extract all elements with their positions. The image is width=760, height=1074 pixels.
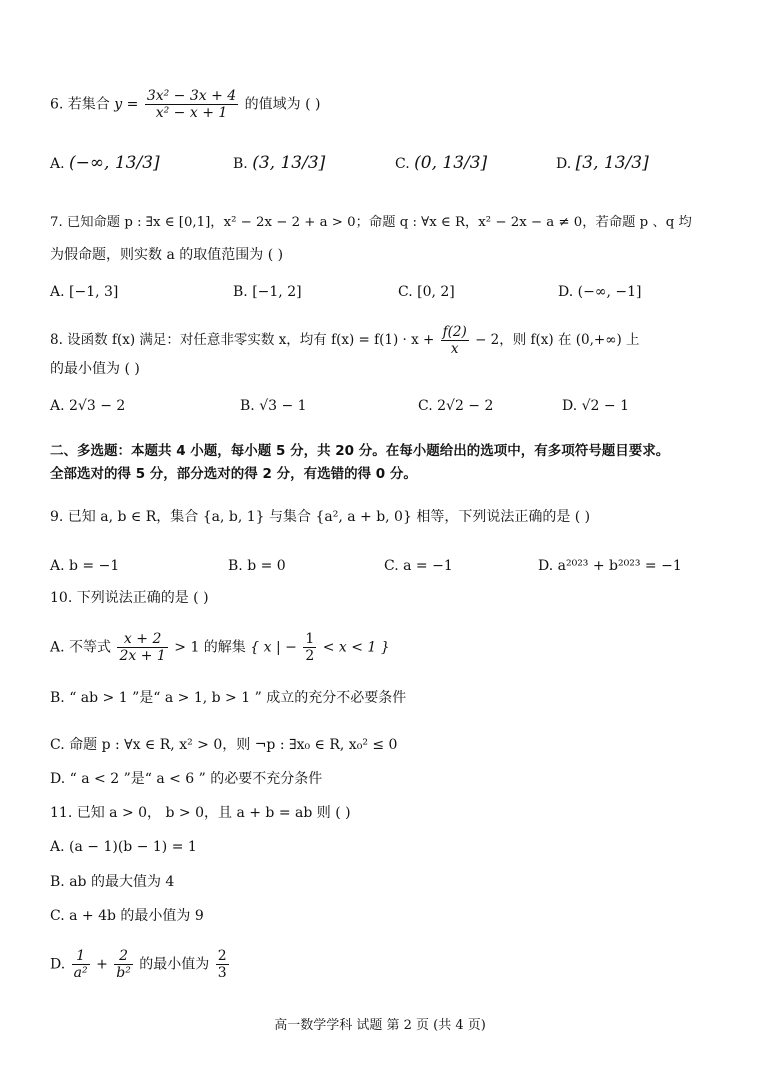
section2-line2: 全部选对的得 5 分，部分选对的得 2 分，有选错的得 0 分。 xyxy=(50,466,417,482)
q11-option-c[interactable]: C. a + 4b 的最小值为 9 xyxy=(50,908,204,924)
q11-d-frac2-den: b² xyxy=(116,965,131,981)
q9-option-b[interactable]: B. b = 0 xyxy=(228,558,286,574)
q6-d-value: [3, 13/3] xyxy=(575,153,649,173)
q6-y: y = xyxy=(114,96,139,113)
q6-c-label: C. xyxy=(395,156,410,172)
q6-b-label: B. xyxy=(233,156,248,172)
page-footer: 高一数学学科 试题 第 2 页 (共 4 页) xyxy=(274,1018,486,1033)
q7-option-b[interactable]: B. [−1, 2] xyxy=(233,284,302,300)
q11-d-frac3 xyxy=(216,948,229,981)
q11-d-frac1 xyxy=(72,948,90,981)
q6-fraction xyxy=(145,88,238,121)
q7-option-a[interactable]: A. [−1, 3] xyxy=(50,284,119,300)
q10-a-prefix: A. 不等式 xyxy=(50,639,112,656)
q9-option-a[interactable]: A. b = −1 xyxy=(50,558,120,574)
q6-option-b[interactable] xyxy=(233,153,325,174)
q10-a-set-open: { x | − xyxy=(250,639,297,656)
q10-option-d[interactable]: D. “ a < 2 ”是“ a < 6 ” 的必要不充分条件 xyxy=(50,771,323,787)
q8-numerator: f(2) xyxy=(442,324,467,340)
q11-d-mid: 的最小值为 xyxy=(139,956,210,973)
q6-stem xyxy=(50,88,320,121)
q10-option-a[interactable] xyxy=(50,631,390,664)
q7-option-c[interactable]: C. [0, 2] xyxy=(398,284,455,300)
q9-option-c[interactable]: C. a = −1 xyxy=(384,558,453,574)
q10-a-half-den: 2 xyxy=(305,648,315,664)
q8-option-c[interactable]: C. 2√2 − 2 xyxy=(418,398,494,414)
q8-prefix: 8. 设函数 f(x) 满足：对任意非零实数 x，均有 f(x) = f(1) · x + xyxy=(50,332,439,348)
q8-fraction xyxy=(441,324,469,357)
q10-a-fraction xyxy=(117,631,167,664)
q8-denominator: x xyxy=(450,341,459,357)
q11-d-frac2-num: 2 xyxy=(114,948,133,965)
q8-stem-line2: 的最小值为 ( ) xyxy=(50,361,140,377)
q11-stem: 11. 已知 a > 0， b > 0，且 a + b = ab 则 ( ) xyxy=(50,805,351,821)
q6-option-c[interactable] xyxy=(395,153,487,174)
q6-a-value: (−∞, 13/3] xyxy=(69,153,160,173)
q11-d-frac1-den: a² xyxy=(73,965,88,981)
q10-a-denominator: 2x + 1 xyxy=(119,648,166,664)
q10-a-half xyxy=(303,631,316,664)
q6-stem-prefix: 6. 若集合 xyxy=(50,96,115,113)
q6-option-a[interactable] xyxy=(50,153,160,174)
q9-option-d[interactable]: D. a²⁰²³ + b²⁰²³ = −1 xyxy=(538,558,682,574)
q11-option-d[interactable] xyxy=(50,948,231,981)
q8-stem-line1 xyxy=(50,324,640,357)
q7-stem-line2: 为假命题，则实数 a 的取值范围为 ( ) xyxy=(50,247,284,263)
q6-d-label: D. xyxy=(556,156,572,172)
q6-denominator: x² − x + 1 xyxy=(155,105,228,121)
q6-option-d[interactable] xyxy=(556,153,649,174)
q6-c-value: (0, 13/3] xyxy=(414,153,488,173)
q11-option-a[interactable]: A. (a − 1)(b − 1) = 1 xyxy=(50,839,197,855)
q6-a-label: A. xyxy=(50,156,65,172)
q8-option-d[interactable]: D. √2 − 1 xyxy=(562,398,629,414)
q9-stem: 9. 已知 a, b ∈ R，集合 {a, b, 1} 与集合 {a², a + b, 0} 相等，下列说法正确的是 ( ) xyxy=(50,509,591,525)
q10-a-mid: > 1 的解集 xyxy=(174,639,251,656)
q10-option-b[interactable]: B. “ ab > 1 ”是“ a > 1, b > 1 ” 成立的充分不必要条件 xyxy=(50,690,407,706)
q7-stem-line1: 7. 已知命题 p : ∃x ∈ [0,1]，x² − 2x − 2 + a > 0；命题 q : ∀x ∈ R，x² − 2x − a ≠ 0，若命题 p 、q 均 xyxy=(50,215,692,230)
q10-a-numerator: x + 2 xyxy=(117,631,167,648)
q11-d-prefix: D. xyxy=(50,956,66,973)
q11-d-frac2 xyxy=(114,948,133,981)
q11-d-frac3-den: 3 xyxy=(217,965,227,981)
q8-option-b[interactable]: B. √3 − 1 xyxy=(240,398,307,414)
q11-d-frac3-num: 2 xyxy=(217,948,227,964)
q11-d-frac1-num: 1 xyxy=(72,948,90,965)
q6-numerator: 3x² − 3x + 4 xyxy=(146,88,237,104)
q10-stem: 10. 下列说法正确的是 ( ) xyxy=(50,590,209,606)
q8-suffix: − 2，则 f(x) 在 (0,+∞) 上 xyxy=(475,332,640,348)
q6-stem-suffix: 的值域为 ( ) xyxy=(244,96,321,113)
q10-a-set-close: < x < 1 } xyxy=(322,639,390,656)
q6-b-value: (3, 13/3] xyxy=(252,153,326,173)
q11-option-b[interactable]: B. ab 的最大值为 4 xyxy=(50,874,175,890)
q10-a-half-num: 1 xyxy=(305,631,315,647)
section2-line1: 二、多选题：本题共 4 小题，每小题 5 分，共 20 分。在每小题给出的选项中，有多项符号题目要求。 xyxy=(50,443,670,459)
q7-option-d[interactable]: D. (−∞, −1] xyxy=(558,284,642,300)
q11-d-plus: + xyxy=(96,956,108,973)
q8-option-a[interactable]: A. 2√3 − 2 xyxy=(50,398,126,414)
q10-option-c[interactable]: C. 命题 p : ∀x ∈ R, x² > 0，则 ¬p : ∃x₀ ∈ R, x₀² ≤ 0 xyxy=(50,737,398,753)
